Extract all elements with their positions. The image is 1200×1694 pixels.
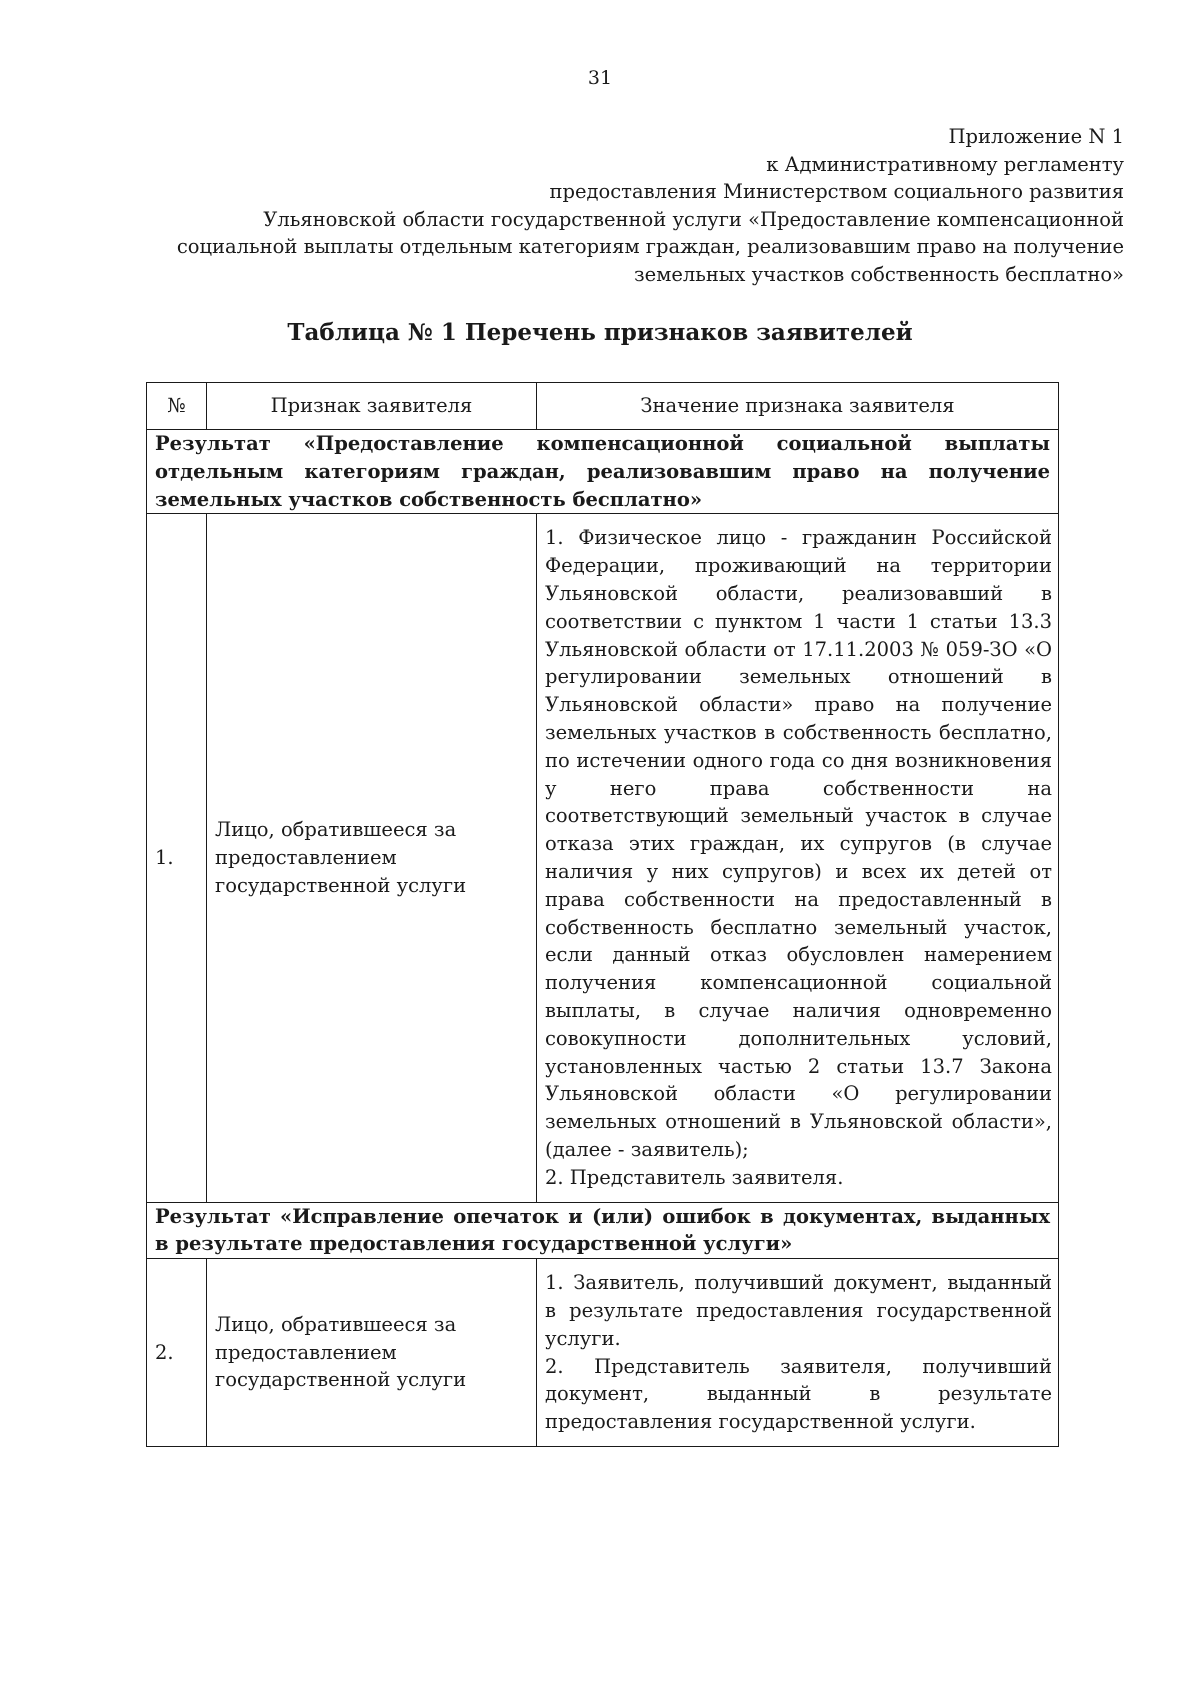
header-number: № <box>147 383 207 430</box>
section-row <box>147 1202 1059 1259</box>
row-attribute: Лицо, обратившееся за предоставлением государственной услуги <box>207 514 537 1202</box>
appendix-line: земельных участков собственность бесплатно» <box>634 262 1124 286</box>
value-item: 2. Представитель заявителя, получивший документ, выданный в результате предоставления государственной услуги. <box>545 1354 1052 1434</box>
appendix-line: Приложение N 1 <box>948 125 1124 148</box>
row-attribute: Лицо, обратившееся за предоставлением государственной услуги <box>207 1259 537 1447</box>
table-row <box>147 514 1059 1202</box>
row-number: 1. <box>147 514 207 1202</box>
table-row <box>147 1259 1059 1447</box>
header-attribute: Признак заявителя <box>207 383 537 430</box>
header-value: Значение признака заявителя <box>537 383 1059 430</box>
table-title: Таблица № 1 Перечень признаков заявителей <box>287 319 913 346</box>
section-row <box>147 430 1059 514</box>
appendix-line: предоставления Министерством социального развития <box>549 180 1124 203</box>
row-value <box>537 1259 1059 1447</box>
value-item: 2. Представитель заявителя. <box>545 1165 844 1189</box>
section-title: Результат «Предоставление компенсационной социальной выплаты отдельным категориям граждан, реализовавшим право на получение земельных участков собственность бесплатно» <box>147 430 1059 514</box>
page-number: 31 <box>587 67 613 89</box>
row-value <box>537 514 1059 1202</box>
row-number: 2. <box>147 1259 207 1447</box>
appendix-header <box>160 123 1124 288</box>
value-item: 1. Заявитель, получивший документ, выданный в результате предоставления государственной услуги. <box>545 1271 1052 1350</box>
appendix-line: Ульяновской области государственной услуги «Предоставление компенсационной <box>263 207 1124 231</box>
table-header-row <box>147 383 1059 430</box>
applicant-attributes-table <box>146 382 1059 1447</box>
appendix-line: социальной выплаты отдельным категориям граждан, реализовавшим право на получение <box>176 235 1124 258</box>
value-item: 1. Физическое лицо - гражданин Российской Федерации, проживающий на территории Ульяновской области, реализовавший в соответствии с пунктом 1 части 1 статьи 13.3 Ульяновской области от 17.11.2003 № 059-ЗО «О регулировании земельных отношений в Ульяновской области» право на получение земельных участков в собственность бесплатно, по истечении одного года со дня возникновения у него права собственности на соответствующий земельный участок в случае отказа этих граждан, их супругов (в случае наличия у них супругов) и всех их детей от права собственности на предоставленный в собственность бесплатно земельный участок, если данный отказ обусловлен намерением получения компенсационной социальной выплаты, в случае наличия одновременно совокупности дополнительных условий, установленных частью 2 статьи 13.7 Закона Ульяновской области «О регулировании земельных отношений в Ульяновской области», (далее - заявитель); <box>545 526 1052 1161</box>
appendix-line: к Административному регламенту <box>766 152 1124 176</box>
section-title: Результат «Исправление опечаток и (или) ошибок в документах, выданных в результате предоставления государственной услуги» <box>147 1202 1059 1259</box>
